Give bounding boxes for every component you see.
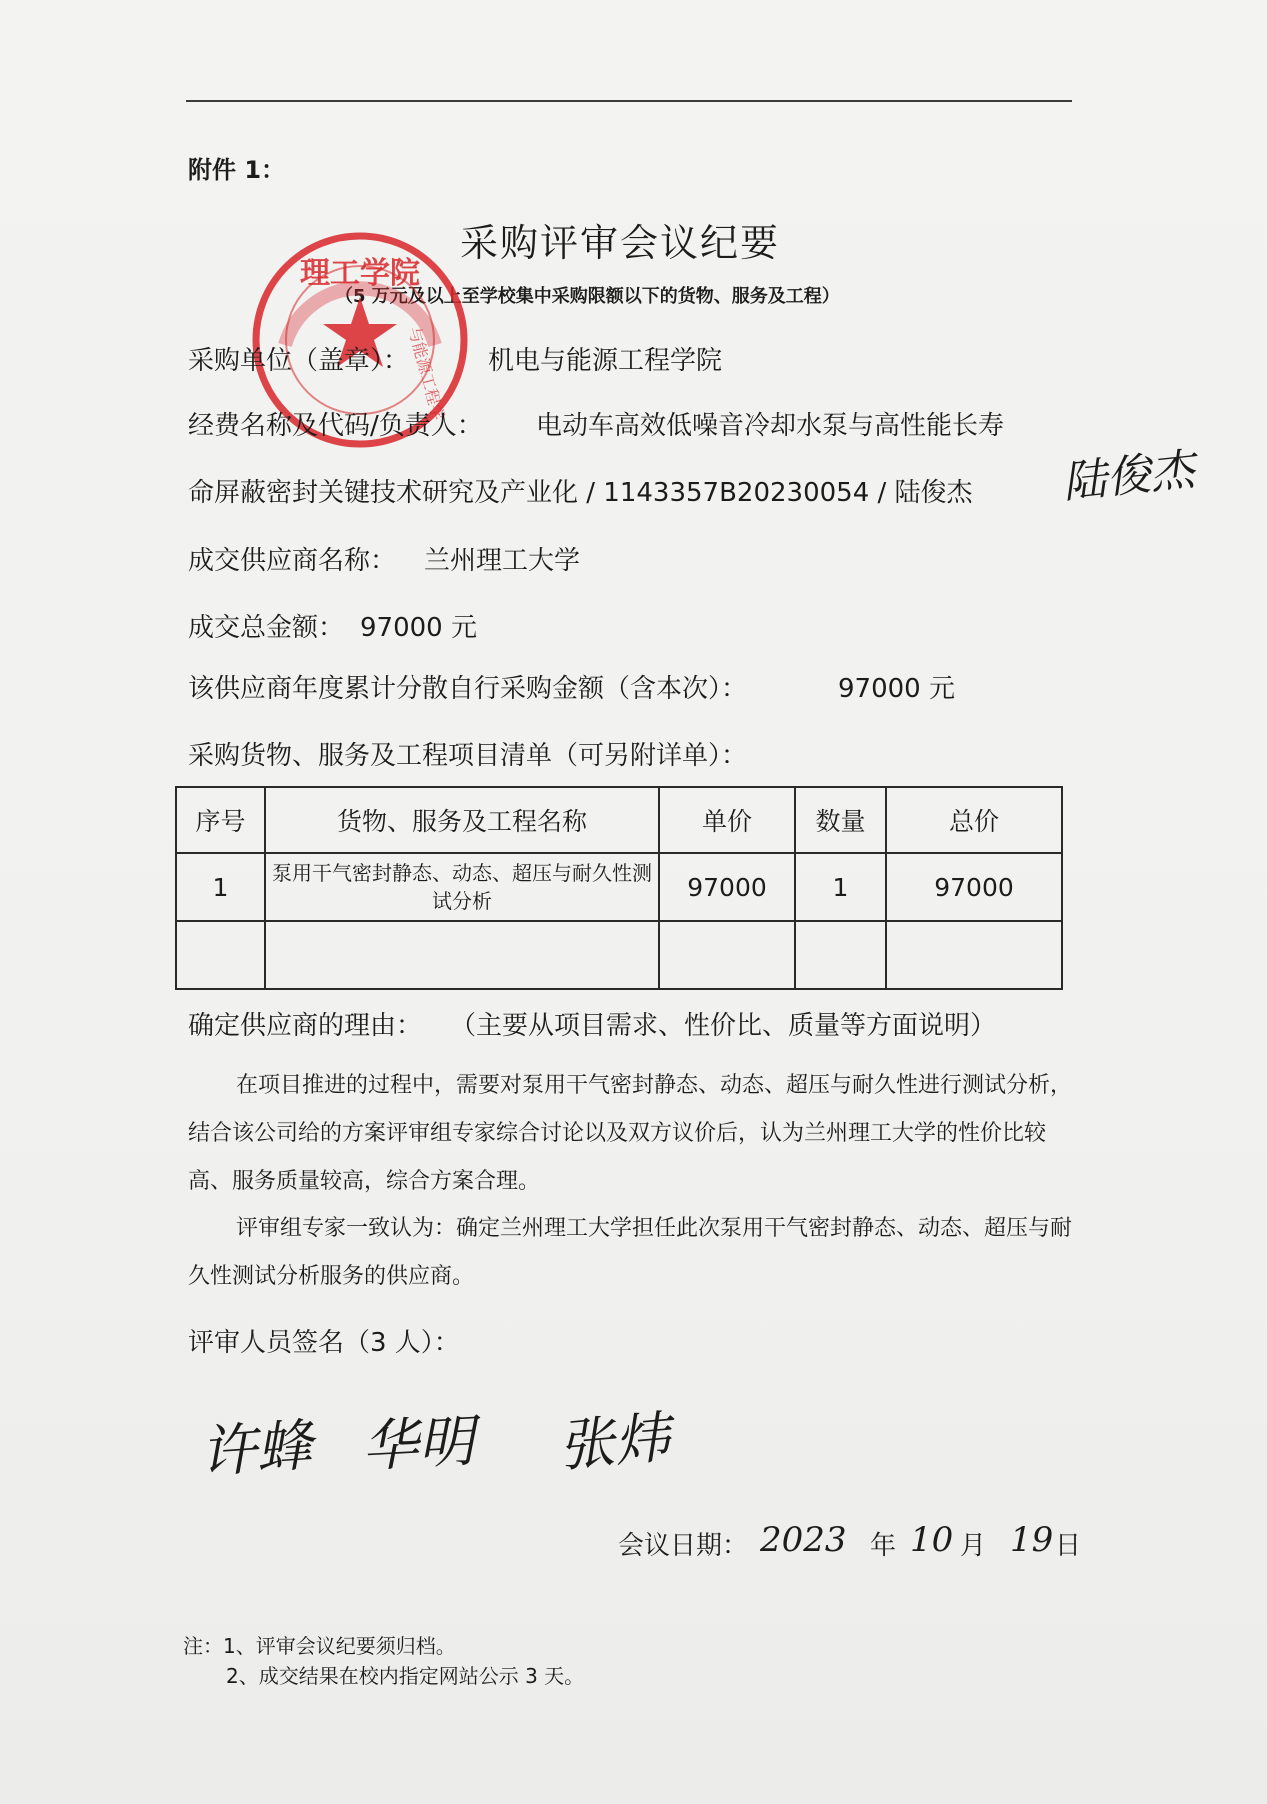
reviewer-signature-2: 华明 <box>360 1409 476 1480</box>
table-header-row <box>176 787 1062 853</box>
table-row <box>176 853 1062 921</box>
cell-unit-price <box>659 921 795 989</box>
supplier-value: 兰州理工大学 <box>424 546 581 576</box>
cell-item-name: 泵用干气密封静态、动态、超压与耐久性测试分析 <box>265 853 659 921</box>
cell-total-price <box>886 921 1062 989</box>
meeting-date-day-unit: 日 <box>1055 1531 1082 1561</box>
meeting-date-day: 19 <box>1010 1520 1054 1560</box>
lead-signature: 陆俊杰 <box>1060 444 1197 509</box>
cell-index: 1 <box>176 853 265 921</box>
document-title: 采购评审会议纪要 <box>460 221 781 265</box>
supplier-label: 成交供应商名称： <box>188 546 397 576</box>
note-line-2: 2、成交结果在校内指定网站公示 3 天。 <box>226 1664 585 1688</box>
header-total-price: 总价 <box>886 787 1062 853</box>
top-divider <box>186 100 1072 102</box>
fund-value-line2: 命屏蔽密封关键技术研究及产业化 / 1143357B20230054 / 陆俊杰 <box>188 478 973 508</box>
table-row <box>176 921 1062 989</box>
note-line-1: 注：1、评审会议纪要须归档。 <box>183 1634 456 1658</box>
purchase-unit-value: 机电与能源工程学院 <box>488 346 723 376</box>
meeting-date-year-unit: 年 <box>870 1531 897 1561</box>
header-index: 序号 <box>176 787 265 853</box>
reason-paragraph-1: 在项目推进的过程中，需要对泵用干气密封静态、动态、超压与耐久性进行测试分析，结合该公司给的方案评审组专家综合讨论以及双方议价后，认为兰州理工大学的性价比较高、服务质量较高，综合方案合理。 <box>188 1073 1073 1194</box>
cell-quantity: 1 <box>795 853 886 921</box>
reason-label: 确定供应商的理由： <box>188 1011 423 1041</box>
fund-value-line1: 电动车高效低噪音冷却水泵与高性能长寿 <box>536 411 1005 441</box>
reason-paragraph-2: 评审组专家一致认为：确定兰州理工大学担任此次泵用干气密封静态、动态、超压与耐久性测试分析服务的供应商。 <box>188 1216 1073 1289</box>
header-unit-price: 单价 <box>659 787 795 853</box>
reviewer-signature-1: 许蜂 <box>198 1413 315 1486</box>
header-quantity: 数量 <box>795 787 886 853</box>
fund-label: 经费名称及代码/负责人： <box>188 411 483 441</box>
cell-item-name <box>265 921 659 989</box>
header-item-name: 货物、服务及工程名称 <box>265 787 659 853</box>
cumulative-amount-value: 97000 元 <box>838 674 955 704</box>
meeting-date-month-unit: 月 <box>960 1531 987 1561</box>
cell-unit-price: 97000 <box>659 853 795 921</box>
svg-text:理工学院: 理工学院 <box>300 256 420 291</box>
reason-hint: （主要从项目需求、性价比、质量等方面说明） <box>450 1011 997 1041</box>
document-subtitle: （5 万元及以上至学校集中采购限额以下的货物、服务及工程） <box>335 286 840 307</box>
svg-text:与能源工程学: 与能源工程学 <box>404 324 448 423</box>
reviewer-signature-3: 张炜 <box>555 1405 674 1480</box>
cell-total-price: 97000 <box>886 853 1062 921</box>
purchase-unit-label: 采购单位（盖章）： <box>188 346 410 376</box>
meeting-date-label: 会议日期： <box>618 1531 749 1561</box>
item-list-label: 采购货物、服务及工程项目清单（可另附详单）： <box>188 741 748 771</box>
cumulative-amount-label: 该供应商年度累计分散自行采购金额（含本次）： <box>188 674 748 704</box>
signatures-label: 评审人员签名（3 人）： <box>188 1328 460 1358</box>
total-amount-value: 97000 元 <box>360 613 477 643</box>
meeting-date-month: 10 <box>910 1520 954 1560</box>
cell-index <box>176 921 265 989</box>
items-table <box>175 786 1063 990</box>
cell-quantity <box>795 921 886 989</box>
attachment-label: 附件 1： <box>188 156 286 184</box>
meeting-date-year: 2023 <box>760 1520 847 1560</box>
total-amount-label: 成交总金额： <box>188 613 345 643</box>
